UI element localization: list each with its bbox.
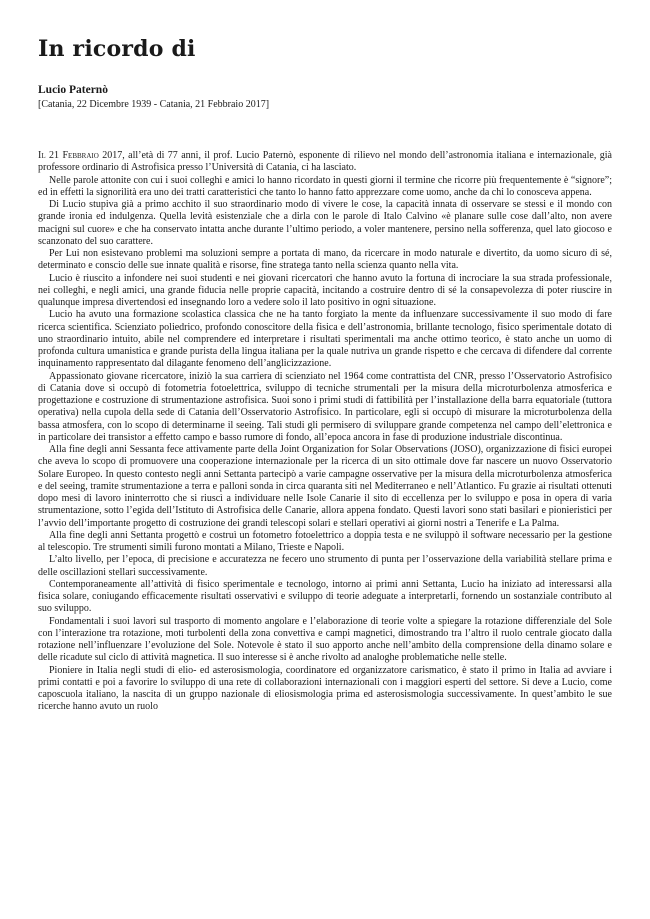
paragraph-10: L’alto livello, per l’epoca, di precisione e accuratezza ne fecero uno strumento di punta per l’osservazione della variabilità stellare prima e delle oscillazioni stellari successivamente. [38, 554, 612, 578]
author-dates: [Catania, 22 Dicembre 1939 - Catania, 21 Febbraio 2017] [38, 99, 270, 110]
paragraph-8: Alla fine degli anni Sessanta fece attivamente parte della Joint Organization for Solar Observations (JOSO), organizzazione di fisici europei che aveva lo scopo di promuovere una cooperazione internazionale per la ricerca di un sito ottimale dove far nascere un nuovo Osservatorio Solare Europeo. In questo contesto negli anni Settanta partecipò a varie campagne osservative per la misura della microturbolenza atmosferica e del seeing, tramite strumentazione a terra e palloni sonda in circa quaranta siti nel Mediterraneo e nell’Atlantico. Fu grazie ai risultati ottenuti dopo mesi di lavoro ininterrotto che si riuscì a individuare nelle Isole Canarie il sito di eccellenza per lo sviluppo e posa in opera di varia strumentazione, sotto l’egida dell’Istituto di Astrofisica delle Canarie, allora appena fondato. Questi lavori sono stati basilari e pionieristici per l’avvio dell’importante progetto di costruzione dei grandi telescopi solari e stellari operativi ai giorni nostri a Tenerife e La Palma. [38, 444, 612, 529]
paragraph-3: Di Lucio stupiva già a primo acchito il suo straordinario modo di vivere le cose, la capacità innata di osservare se stessi e il mondo con grande ironia ed indulgenza. Quella levità esistenziale che a dirla con le parole di Italo Calvino «è planare sulle cose dall’alto, non avere macigni sul cuore» e che ha conservato intatta anche durante l’ultimo periodo, a voler mantenere, persino nella sofferenza, quel lato giocoso e scanzonato del suo carattere. [38, 199, 612, 247]
article-body [38, 150, 612, 902]
author-name: Lucio Paternò [38, 84, 108, 96]
paragraph-9: Alla fine degli anni Settanta progettò e costruì un fotometro fotoelettrico a doppia testa e ne sviluppò il software necessario per la gestione al telescopio. Tre strumenti simili furono montati a Milano, Trieste e Napoli. [38, 529, 612, 553]
paragraph-1 [38, 150, 612, 175]
paragraph-13: Pioniere in Italia negli studi di elio- ed asterosismologia, coordinatore ed organizzatore carismatico, è stato il primo in Italia ad avviare i primi contatti e poi a favorire lo sviluppo di una rete di collaborazioni internazionali con i maggiori esperti del settore. Si deve a Lucio, come caposcuola italiano, la nascita di un gruppo nazionale di eliosismologia prima ed asterosismologia successivamente. In quest’ambito le sue ricerche hanno avuto un ruolo [38, 664, 612, 713]
paragraph-5: Lucio è riuscito a infondere nei suoi studenti e nei giovani ricercatori che hanno avuto la fortuna di incrociare la sua strada professionale, nei colleghi, e negli amici, una grande fiducia nelle proprie capacità, incitando a costruire dentro di sé la consapevolezza di poter riuscire in qualunque impresa divertendosi ed insegnando loro a vedere solo il lato positivo in ogni situazione. [38, 272, 612, 308]
lead-in: Il 21 Febbraio 2017, [38, 150, 125, 161]
paragraph-4: Per Lui non esistevano problemi ma soluzioni sempre a portata di mano, da ricercare in modo naturale e divertito, da uomo sicuro di sé, determinato e conscio delle sue innate qualità e risorse, fine stratega tanto nella scienza quanto nella vita. [38, 248, 612, 272]
paragraph-11: Contemporaneamente all’attività di fisico sperimentale e tecnologo, intorno ai primi anni Settanta, Lucio ha iniziato ad interessarsi alla fisica solare, coniugando efficacemente risultati osservativi e sviluppo di teorie adeguate a interpretarli, fornendo un sostanziale contributo al suo sviluppo. [38, 578, 612, 615]
paragraph-2: Nelle parole attonite con cui i suoi colleghi e amici lo hanno ricordato in questi giorni il termine che ricorre più frequentemente è “signore”; ed in effetti la signorilità era uno dei tratti caratteristici che tanto lo hanno fatto apprezzare come uomo, anche da chi lo conosceva appena. [38, 174, 612, 198]
paragraph-6: Lucio ha avuto una formazione scolastica classica che ne ha tanto forgiato la mente da influenzare successivamente il suo modo di fare ricerca scientifica. Scienziato poliedrico, profondo conoscitore della fisica e dell’astronomia, brillante tecnologo, fisico sperimentale dotato di uno straordinario intuito, abile nel comprendere ed interpretare i risultati sperimentali ma anche ottimo teorico, è stato anche un uomo di profonda cultura umanistica e grande purista della lingua italiana per la quale nutriva un grande rispetto e che cercava di difendere dal corrente inquinamento rappresentato dal dilagante fenomeno dell’anglicizzazione. [38, 309, 612, 370]
paragraph-text: all’età di 77 anni, il prof. Lucio Paternò, esponente di rilievo nel mondo dell’astronomia italiana e internazionale, già professore ordinario di Astrofisica presso l’Università di Catania, ci ha lasciato. [38, 150, 612, 174]
paragraph-12: Fondamentali i suoi lavori sul trasporto di momento angolare e l’elaborazione di teorie volte a spiegare la rotazione differenziale del Sole con l’interazione tra rotazione, moti turbolenti della zona convettiva e campi magnetici, dimostrando tra l’altro il ruolo centrale giocato dalla rotazione nell’influenzare l’evoluzione del Sole. Notevole è stato il suo apporto anche nell’ambito della comprensione della dinamo solare e delle ricadute sul ciclo di attività magnetica. Il suo interesse si è anche rivolto ad analoghe problematiche nelle stelle. [38, 615, 612, 664]
paragraph-7: Appassionato giovane ricercatore, iniziò la sua carriera di scienziato nel 1964 come contrattista del CNR, presso l’Osservatorio Astrofisico di Catania dove si occupò di fotometria fotoelettrica, sviluppo di tecniche strumentali per la misura della microturbolenza atmosferica e progettazione e costruzione di strumentazione astrofisica. Suoi sono i primi studi di fattibilità per l’installazione della barra equatoriale (tuttora operativa) nella cupola della sede di Catania dell’Osservatorio Astrofisico. In particolare, egli si occupò di misurare la microturbolenza della bassa atmosfera, con lo scopo di determinarne il seeing. Tali studi gli permisero di sviluppare grande competenza nel campo dell’elettronica e in particolare dei transistor a effetto campo e basso rumore di fondo, all’epoca ancora in fase di produzione industriale discontinua. [38, 370, 612, 443]
page-title: In ricordo di [38, 36, 196, 62]
